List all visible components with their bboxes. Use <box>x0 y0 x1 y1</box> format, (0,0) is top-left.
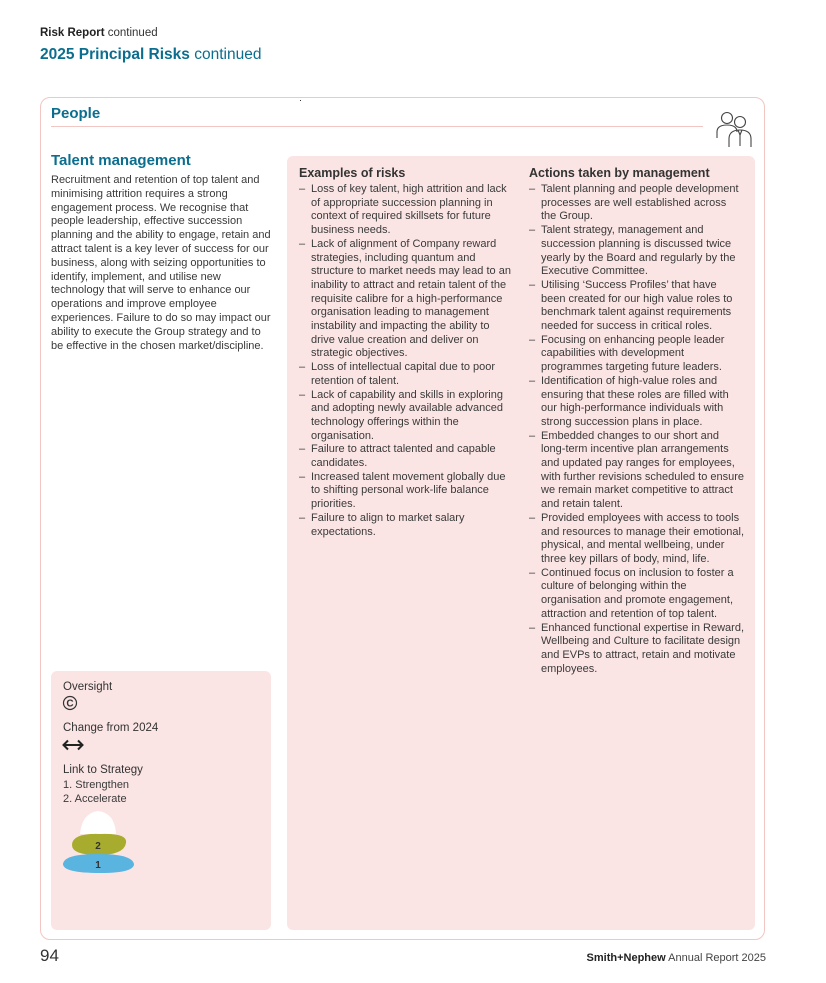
list-item: – Continued focus on inclusion to foster a culture of belonging within the organisation and promote engagement, attraction and retention of top talent. <box>529 567 744 622</box>
list-item: – Loss of key talent, high attrition and lack of appropriate succession planning in context of required skillsets for future business needs. <box>299 183 515 238</box>
list-item: – Embedded changes to our short and long-term incentive plan arrangements and updated pay ranges for employees, with further revisions scheduled to ensure we remain market competitive to attract and retain talent. <box>529 430 744 512</box>
list-item: – Failure to align to market salary expectations. <box>299 512 515 539</box>
risk-title: Talent management <box>51 152 191 169</box>
title-divider <box>51 126 703 127</box>
stone-2-label: 2 <box>95 841 101 852</box>
strategy-item-2: 2. Accelerate <box>63 793 127 805</box>
list-item: – Lack of alignment of Company reward strategies, including quantum and structure to market needs may lead to an inability to attract and retain talent of the requisite calibre for a high-performance organisation leading to management instability and impacting the ability to drive value creation and deliver on strategic objectives. <box>299 238 515 361</box>
list-item: – Failure to attract talented and capable candidates. <box>299 443 515 470</box>
page-number: 94 <box>40 946 59 965</box>
examples-list <box>299 183 515 539</box>
report-name: Annual Report 2025 <box>668 952 766 964</box>
change-label: Change from 2024 <box>63 722 159 734</box>
list-item: – Identification of high-value roles and ensuring that these roles are filled with our high-performance individuals with strong succession plans in place. <box>529 375 744 430</box>
strategy-item-1: 1. Strengthen <box>63 779 130 791</box>
actions-list <box>529 183 744 676</box>
report-header <box>40 27 158 39</box>
page-title-main: 2025 Principal Risks <box>40 46 190 63</box>
oversight-symbol: C <box>66 698 74 710</box>
people-icon <box>714 108 756 148</box>
list-item: – Enhanced functional expertise in Reward, Wellbeing and Culture to facilitate design and EVPs to attract, retain and motivate employees. <box>529 622 744 677</box>
report-label: Risk Report <box>40 27 105 39</box>
list-item: – Utilising ‘Success Profiles’ that have been created for our high value roles to benchmark talent against requirements needed for success in critical roles. <box>529 279 744 334</box>
oversight-committee-icon <box>62 695 78 711</box>
risk-description: Recruitment and retention of top talent and minimising attrition requires a strong engagement process. We recognise that people leadership, effective succession planning and the ability to engage, retain and attract talent is a key lever of success for our business, along with seizing opportunities to identify, implement, and utilise new technology that will serve to enhance our operations and improve employee experiences. Failure to do so may impact our ability to execute the Group strategy and to be effective in the chosen market/discipline. <box>51 174 271 352</box>
oversight-label: Oversight <box>63 681 113 693</box>
report-suffix: continued <box>107 27 158 39</box>
list-item: – Provided employees with access to tools and resources to manage their emotional, physical, and mental wellbeing, under three key pillars of body, mind, life. <box>529 512 744 567</box>
list-item: – Lack of capability and skills in exploring and adopting newly available advanced technology offerings within the organisation. <box>299 389 515 444</box>
list-item: – Focusing on enhancing people leader capabilities with development programmes targeting future leaders. <box>529 334 744 375</box>
stone-top <box>80 811 116 834</box>
double-arrow-icon <box>62 738 84 752</box>
list-item: – Talent strategy, management and succession planning is discussed twice yearly by the Board and regularly by the Executive Committee. <box>529 224 744 279</box>
examples-heading: Examples of risks <box>299 166 406 180</box>
stone-1-label: 1 <box>95 860 101 871</box>
strategy-label: Link to Strategy <box>63 764 143 776</box>
list-item: – Talent planning and people development processes are well established across the Group. <box>529 183 744 224</box>
footer-brand <box>587 952 766 964</box>
page-title-suffix: continued <box>194 46 262 63</box>
section-title: People <box>51 105 101 122</box>
list-item: – Loss of intellectual capital due to poor retention of talent. <box>299 361 515 388</box>
page-title <box>40 46 261 64</box>
strategy-stones-graphic <box>60 807 140 875</box>
actions-heading: Actions taken by management <box>529 166 710 180</box>
brand-name: Smith+Nephew <box>586 952 666 964</box>
list-item: – Increased talent movement globally due to shifting personal work-life balance priorities. <box>299 471 515 512</box>
